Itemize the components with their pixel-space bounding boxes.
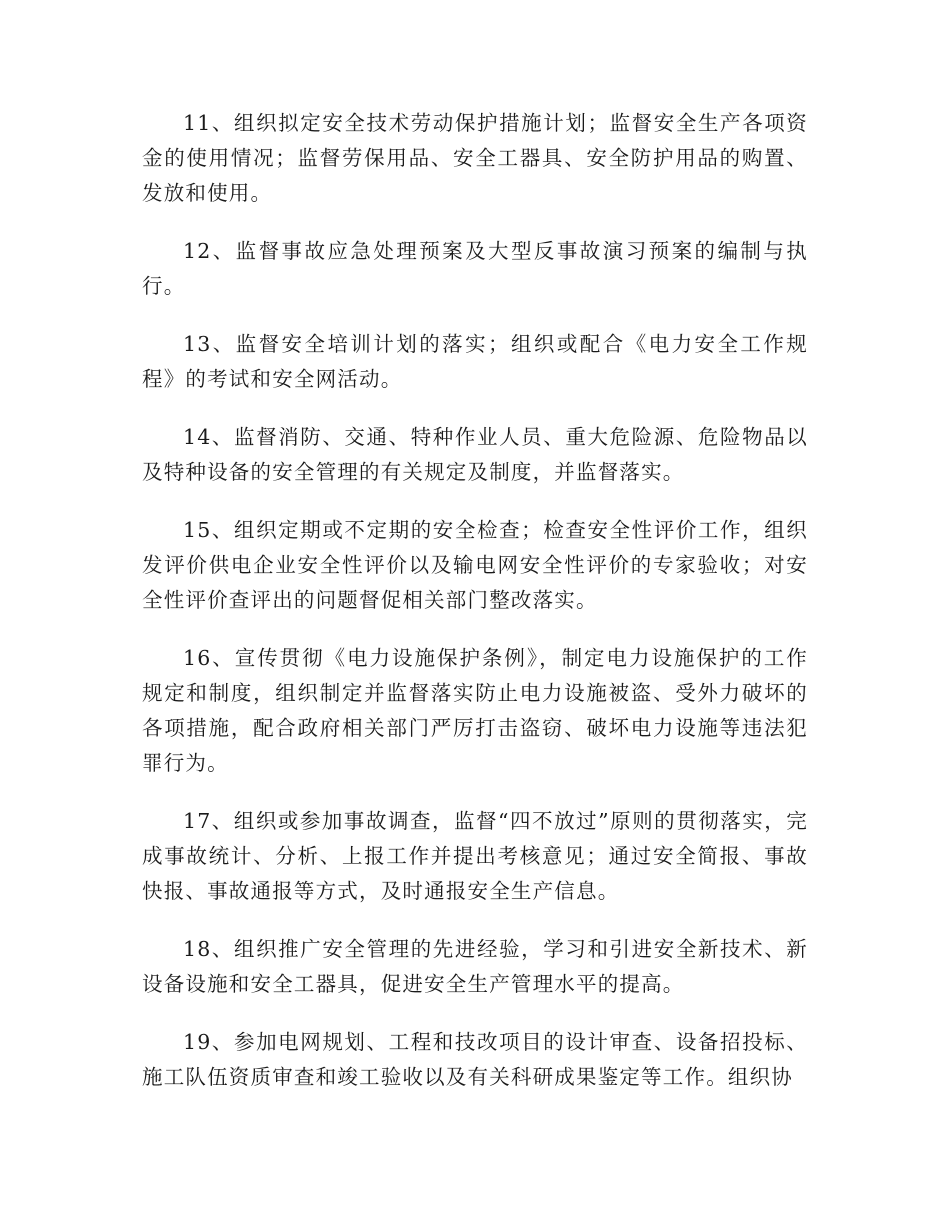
paragraph-item-16: 16、宣传贯彻《电力设施保护条例》，制定电力设施保护的工作规定和制度，组织制定并监督落实防止电力设施被盗、受外力破坏的各项措施，配合政府相关部门严厉打击盗窃、破坏电力设施等违法犯罪行为。 [142,646,808,775]
paragraph-item-19: 19、参加电网规划、工程和技改项目的设计审查、设备招投标、施工队伍资质审查和竣工验收以及有关科研成果鉴定等工作。组织协 [142,1030,808,1089]
paragraph-item-15: 15、组织定期或不定期的安全检查；检查安全性评价工作，组织发评价供电企业安全性评价以及输电网安全性评价的专家验收；对安全性评价查评出的问题督促相关部门整改落实。 [142,518,808,612]
paragraph-item-17: 17、组织或参加事故调查，监督“四不放过”原则的贯彻落实，完成事故统计、分析、上报工作并提出考核意见；通过安全简报、事故快报、事故通报等方式，及时通报安全生产信息。 [142,809,808,903]
paragraph-item-18: 18、组织推广安全管理的先进经验，学习和引进安全新技术、新设备设施和安全工器具，促进安全生产管理水平的提高。 [142,937,808,996]
paragraph-item-11: 11、组织拟定安全技术劳动保护措施计划；监督安全生产各项资金的使用情况；监督劳保用品、安全工器具、安全防护用品的购置、发放和使用。 [142,111,808,205]
paragraph-item-14: 14、监督消防、交通、特种作业人员、重大危险源、危险物品以及特种设备的安全管理的有关规定及制度，并监督落实。 [142,425,808,484]
paragraph-item-12: 12、监督事故应急处理预案及大型反事故演习预案的编制与执行。 [142,239,808,298]
paragraph-item-13: 13、监督安全培训计划的落实；组织或配合《电力安全工作规程》的考试和安全网活动。 [142,332,808,391]
